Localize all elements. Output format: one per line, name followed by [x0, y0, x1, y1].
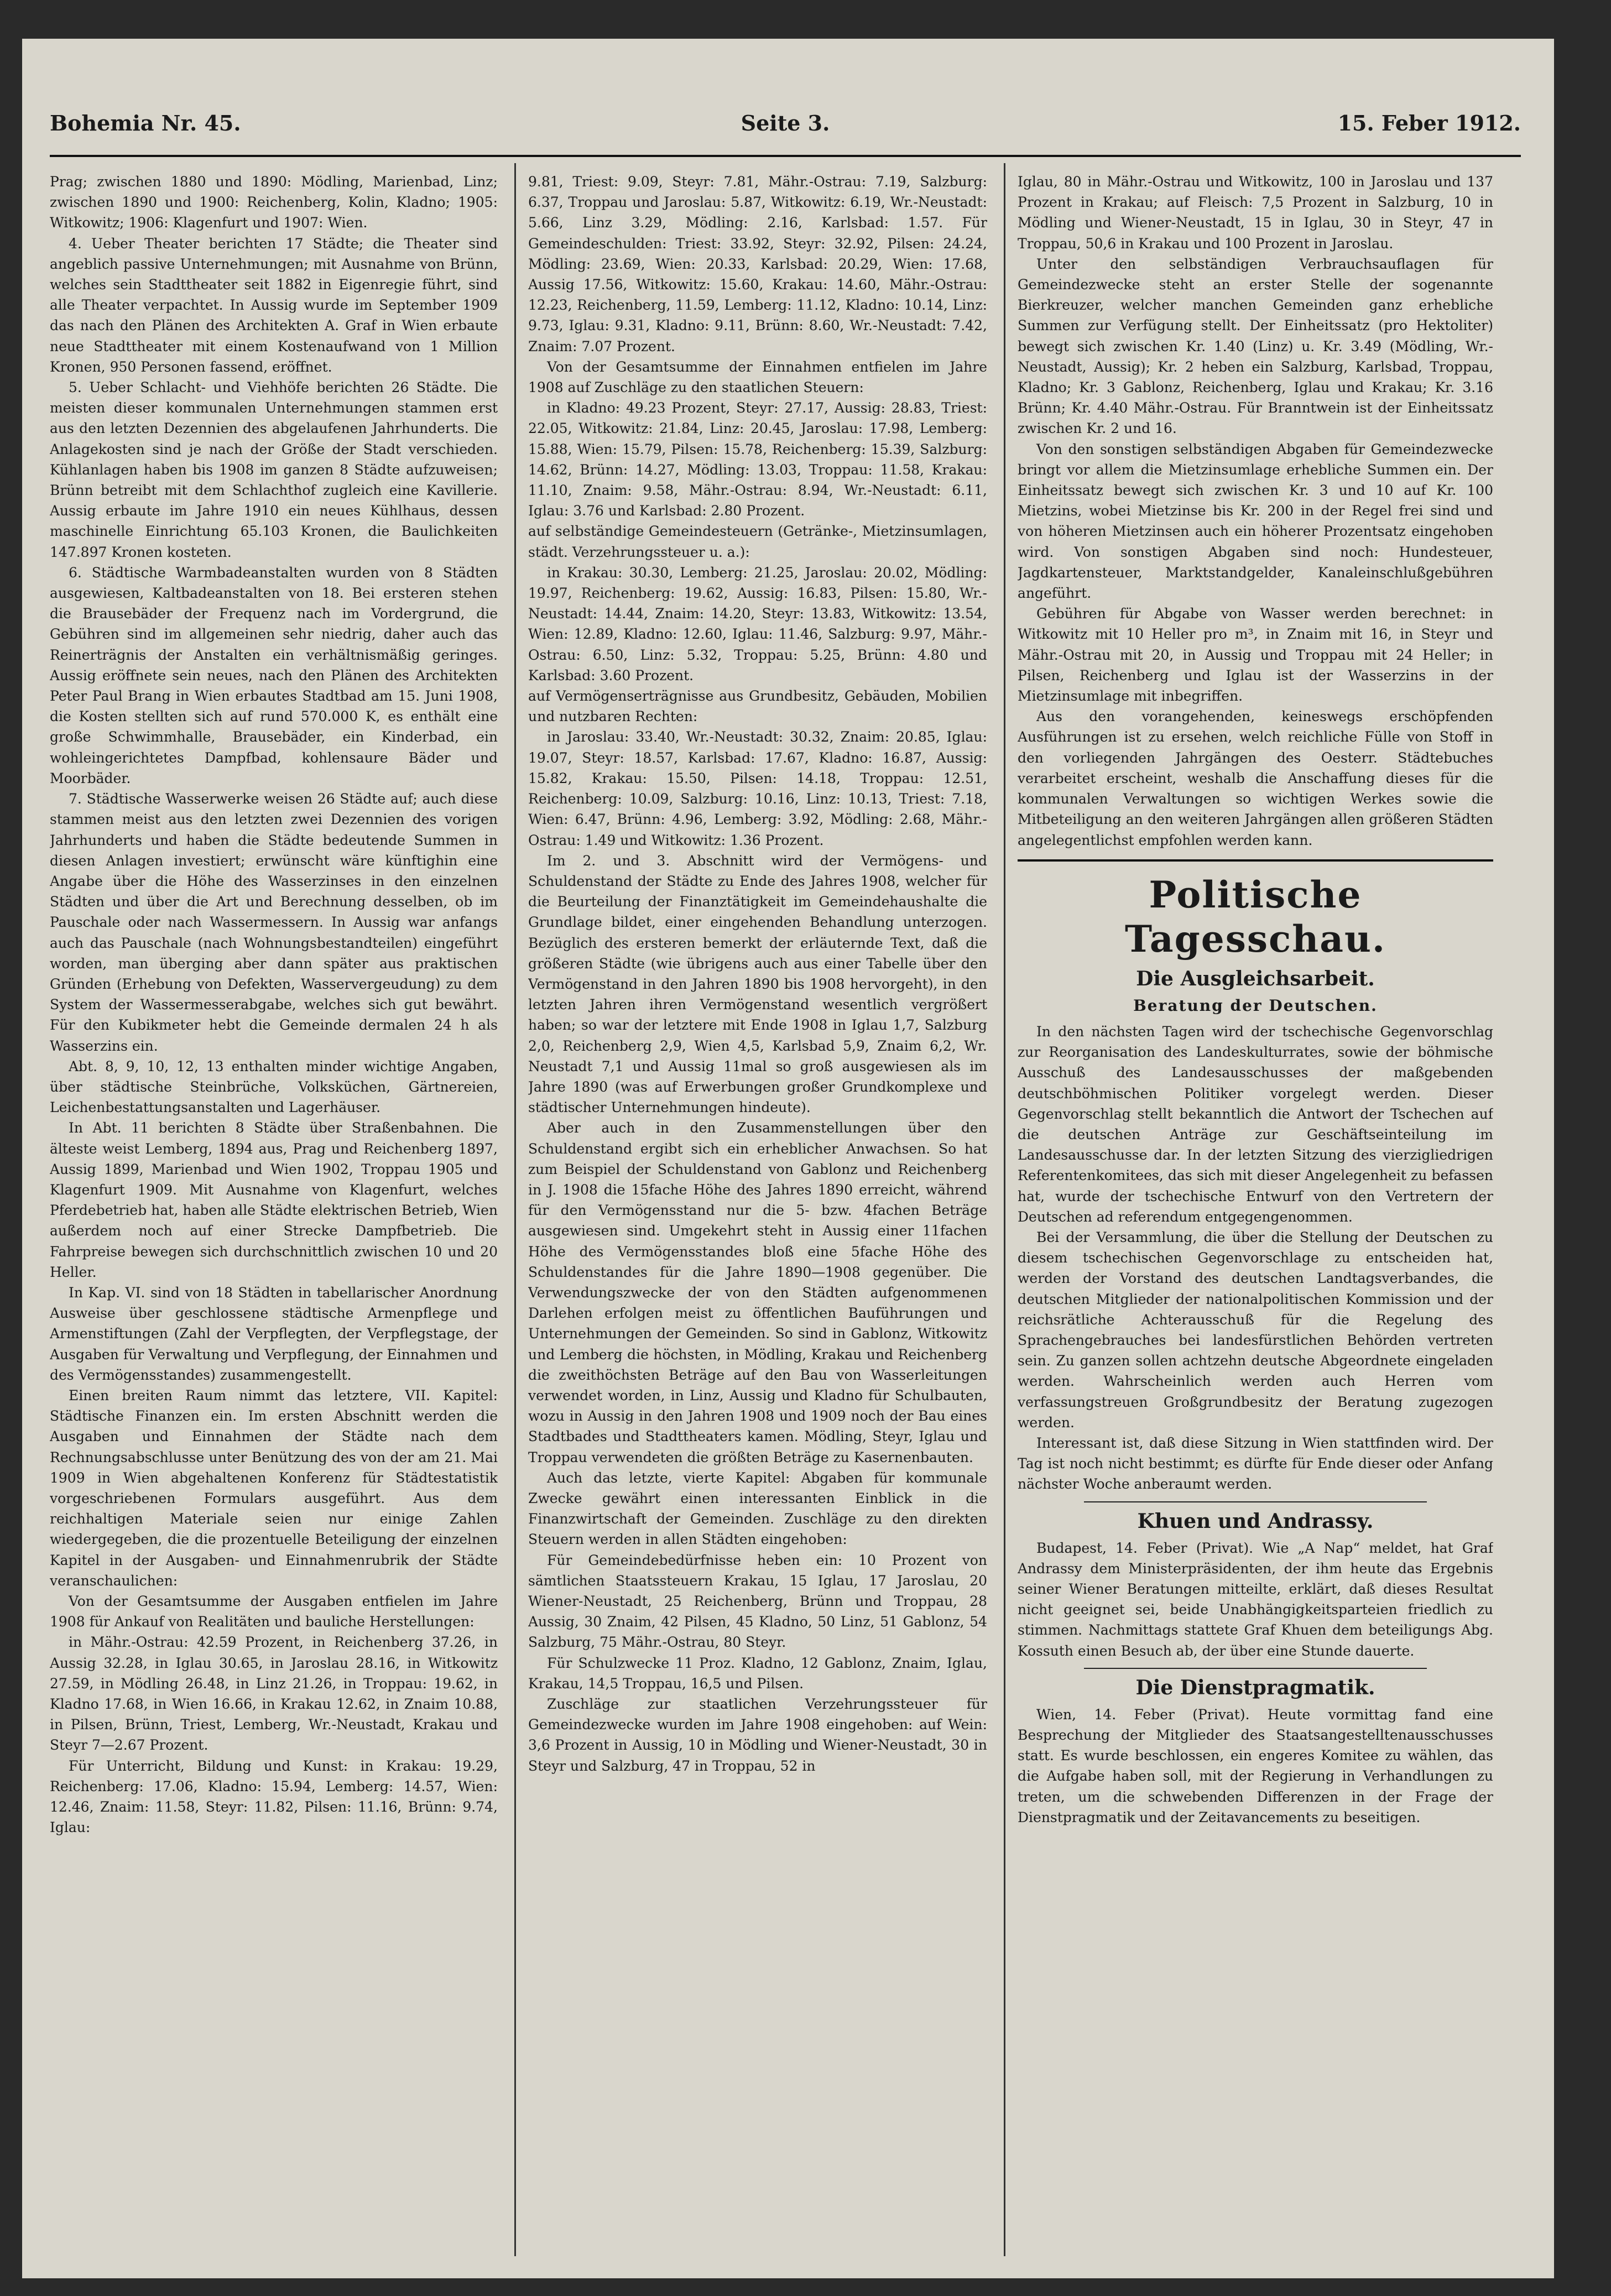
article-title: Die Dienstpragmatik. [1135, 1676, 1375, 1699]
paragraph: Interessant ist, daß diese Sitzung in Wien stattfinden wird. Der Tag ist noch nicht bestimmt; es dürfte für Ende dieser oder Anfang nächster Woche anberaumt werden. [1018, 1434, 1493, 1493]
paragraph: Bei der Versammlung, die über die Stellung der Deutschen zu diesem tschechischen Gegenvorschlage zu entscheiden hat, werden der Vorstand des deutschen Landtagsverbandes, die deutschen Mitglieder der nationalpolitischen Kommission und der reichsrätliche Achterausschuß für die Regelung des Sprachengebrauches bei landesfürstlichen Behörden vertreten sein. Zu ganzen sollen achtzehn deutsche Abgeordnete eingeladen werden. Wahrscheinlich werden auch Herren vom verfassungstreuen Großgrundbesitz der Beratung zugezogen werden. [1018, 1229, 1493, 1431]
article-title: Die Ausgleichsarbeit. [1136, 967, 1375, 990]
paragraph: Auch das letzte, vierte Kapitel: Abgaben für kommunale Zwecke gewährt einen interessanten Einblick in die Finanzwirtschaft der Gemeinden. Zuschläge zu den direkten Steuern werden in allen Städten eingehoben: [528, 1469, 987, 1548]
paragraph: 7. Städtische Wasserwerke weisen 26 Städte auf; auch diese stammen meist aus den letzten zwei Dezennien des vorigen Jahrhunderts und haben die Städte bedeutende Summen in diesen Anlagen investiert; erwünscht wäre künftighin eine Angabe über die Höhe des Wasserzinses in den einzelnen Städten und über die Art und Berechnung desselben, ob im Pauschale oder nach Wassermessern. In Aussig war anfangs auch das Pauschale (nach Wohnungsbestandteilen) eingeführt worden, man überging aber dann später aus praktischen Gründen (Erhebung von Defekten, Wasservergeudung) zu dem System der Wassermesserabgabe, welches sich gut bewährt. Für den Kubikmeter hebt die Gemeinde dermalen 24 h als Wasserzins ein. [50, 791, 498, 1054]
paragraph: Budapest, 14. Feber (Privat). Wie „A Nap“ meldet, hat Graf Andrassy dem Ministerpräsidenten, der ihm heute das Ergebnis seiner Wiener Beratungen mitteilte, erklärt, daß dieses Resultat nicht geeignet sei, beide Unabhängigkeitsparteien friedlich zu stimmen. Nachmittags stattete Graf Khuen dem beteiligungs Abg. Kossuth einen Besuch ab, der über eine Stunde dauerte. [1018, 1540, 1493, 1659]
paragraph: Von der Gesamtsumme der Ausgaben entfielen im Jahre 1908 für Ankauf von Realitäten und bauliche Herstellungen: [50, 1593, 498, 1630]
section-rule [1018, 859, 1493, 862]
column-divider [1004, 163, 1005, 2256]
paragraph: in Kladno: 49.23 Prozent, Steyr: 27.17, Aussig: 28.83, Triest: 22.05, Witkowitz: 21.84, Linz: 20.45, Jaroslau: 17.98, Lemberg: 15.88, Wien: 15.79, Pilsen: 15.78, Reichenberg: 15.39, Salzburg: 14.62, Brünn: 14.27, Mödling: 13.03, Troppau: 11.58, Krakau: 11.10, Znaim: 9.58, Mähr.-Ostrau: 8.94, Wr.-Neustadt: 6.11, Iglau: 3.76 und Karlsbad: 2.80 Prozent. [528, 400, 987, 519]
issue-number: Bohemia Nr. 45. [50, 111, 241, 135]
column-1 [50, 171, 498, 2256]
header-rule [50, 155, 1521, 157]
paragraph: Von den sonstigen selbständigen Abgaben für Gemeindezwecke bringt vor allem die Mietzinsumlage erhebliche Summen ein. Der Einheitssatz bewegt sich zwischen Kr. 3 und 10 auf Kr. 100 Mietzins, wobei Mietzinse bis Kr. 200 in der Regel frei sind und von höheren Mietzinsen auch ein höherer Prozentsatz eingehoben wird. Von sonstigen Abgaben sind noch: Hundesteuer, Jagdkartensteuer, Marktstandgelder, Kanaleinschlußgebühren angeführt. [1018, 441, 1493, 602]
section-title: Politische Tagesschau. [1125, 873, 1386, 961]
paragraph: Iglau, 80 in Mähr.-Ostrau und Witkowitz, 100 in Jaroslau und 137 Prozent in Krakau; auf Fleisch: 7,5 Prozent in Salzburg, 10 in Mödling und Wiener-Neustadt, 15 in Iglau, 30 in Steyr, 47 in Troppau, 50,6 in Krakau und 100 Prozent in Jaroslau. [1018, 174, 1493, 252]
paragraph: Für Schulzwecke 11 Proz. Kladno, 12 Gablonz, Znaim, Iglau, Krakau, 14,5 Troppau, 16,5 und Pilsen. [528, 1655, 987, 1692]
paragraph: In Abt. 11 berichten 8 Städte über Straßenbahnen. Die älteste weist Lemberg, 1894 aus, Prag und Reichenberg 1897, Aussig 1899, Marienbad und Wien 1902, Troppau 1905 und Klagenfurt 1909. Mit Ausnahme von Klagenfurt, welches Pferdebetrieb hat, haben alle Städte elektrischen Betrieb, Wien außerdem noch auf einer Strecke Dampfbetrieb. Die Fahrpreise bewegen sich durchschnittlich zwischen 10 und 20 Heller. [50, 1120, 498, 1280]
paragraph: Gebühren für Abgabe von Wasser werden berechnet: in Witkowitz mit 10 Heller pro m³, in Znaim mit 16, in Steyr und Mähr.-Ostrau mit 20, in Aussig und Troppau mit 24 Heller; in Pilsen, Reichenberg und Iglau ist der Wasserzins in der Mietzinsumlage mit inbegriffen. [1018, 606, 1493, 705]
paragraph: 9.81, Triest: 9.09, Steyr: 7.81, Mähr.-Ostrau: 7.19, Salzburg: 6.37, Troppau und Jaroslau: 5.87, Witkowitz: 6.19, Wr.-Neustadt: 5.66, Linz 3.29, Mödling: 2.16, Karlsbad: 1.57. Für Gemeindeschulden: Triest: 33.92, Steyr: 32.92, Pilsen: 24.24, Mödling: 23.69, Wien: 20.33, Karlsbad: 20.29, Wien: 17.68, Aussig 17.56, Witkowitz: 15.60, Krakau: 14.60, Mähr.-Ostrau: 12.23, Reichenberg, 11.59, Lemberg: 11.12, Kladno: 10.14, Linz: 9.73, Iglau: 9.31, Kladno: 9.11, Brünn: 8.60, Wr.-Neustadt: 7.42, Znaim: 7.07 Prozent. [528, 174, 987, 354]
paragraph: Von der Gesamtsumme der Einnahmen entfielen im Jahre 1908 auf Zuschläge zu den staatlichen Steuern: [528, 358, 987, 396]
paragraph: Prag; zwischen 1880 und 1890: Mödling, Marienbad, Linz; zwischen 1890 und 1900: Reichenberg, Kolin, Kladno; 1905: Witkowitz; 1906: Klagenfurt und 1907: Wien. [50, 174, 498, 231]
paragraph: In Kap. VI. sind von 18 Städten in tabellarischer Anordnung Ausweise über geschlossene städtische Armenpflege und Armenstiftungen (Zahl der Verpflegten, der Verpflegstage, der Ausgaben für Verwaltung und Verpflegung, der Einnahmen und des Vermögensstandes) zusammengestellt. [50, 1284, 498, 1383]
article-rule [1084, 1501, 1427, 1502]
column-3 [1018, 171, 1493, 2256]
paragraph: in Mähr.-Ostrau: 42.59 Prozent, in Reichenberg 37.26, in Aussig 32.28, in Iglau 30.65, in Jaroslau 28.16, in Witkowitz 27.59, in Mödling 26.48, in Linz 21.26, in Troppau: 19.62, in Kladno 17.68, in Wien 16.66, in Krakau 12.62, in Znaim 10.88, in Pilsen, Brünn, Triest, Lemberg, Wr.-Neustadt, Krakau und Steyr 7—2.67 Prozent. [50, 1634, 498, 1754]
paragraph: 5. Ueber Schlacht- und Viehhöfe berichten 26 Städte. Die meisten dieser kommunalen Unternehmungen stammen erst aus den letzten Dezennien des abgelaufenen Jahrhunderts. Die Anlagekosten sind je nach der Größe der Stadt verschieden. Kühlanlagen haben bis 1908 im ganzen 8 Städte aufzuweisen; Brünn betreibt mit dem Schlachthof zugleich eine Kavillerie. Aussig erbaute im Jahre 1910 ein neues Kühlhaus, dessen maschinelle Einrichtung 65.103 Kronen, die Baulichkeiten 147.897 Kronen kosteten. [50, 379, 498, 560]
paragraph: in Jaroslau: 33.40, Wr.-Neustadt: 30.32, Znaim: 20.85, Iglau: 19.07, Steyr: 18.57, Karlsbad: 17.67, Kladno: 16.87, Aussig: 15.82, Krakau: 15.50, Pilsen: 14.18, Troppau: 12.51, Reichenberg: 10.09, Salzburg: 10.16, Linz: 10.13, Triest: 7.18, Wien: 6.47, Brünn: 4.96, Lemberg: 3.92, Mödling: 2.68, Mähr.-Ostrau: 1.49 und Witkowitz: 1.36 Prozent. [528, 729, 987, 848]
paragraph: 4. Ueber Theater berichten 17 Städte; die Theater sind angeblich passive Unternehmungen; mit Ausnahme von Brünn, welches sein Stadttheater seit 1882 in Eigenregie führt, sind alle Theater verpachtet. In Aussig wurde im September 1909 das nach den Plänen des Architekten A. Graf in Wien erbaute neue Stadttheater mit einem Kostenaufwand von 1 Million Kronen, 950 Personen fassend, eröffnet. [50, 235, 498, 375]
paragraph: 6. Städtische Warmbadeanstalten wurden von 8 Städten ausgewiesen, Kaltbadeanstalten von 18. Bei ersteren stehen die Brausebäder der Frequenz nach im Vordergrund, die Gebühren sind im allgemeinen sehr niedrig, daher auch das Reinerträgnis der Anstalten ein verhältnismäßig geringes. Aussig eröffnete sein neues, nach den Plänen des Architekten Peter Paul Brang in Wien erbautes Stadtbad am 15. Juni 1908, die Kosten stellten sich auf rund 570.000 K, es enthält eine große Schwimmhalle, Brausebäder, ein Kinderbad, ein wohleingerichtetes Dampfbad, kohlensaure Bäder und Moorbäder. [50, 564, 498, 786]
article-rule [1084, 1668, 1427, 1669]
article-subtitle: Beratung der Deutschen. [1133, 996, 1378, 1015]
paragraph: Aber auch in den Zusammenstellungen über den Schuldenstand ergibt sich ein erheblicher Anwachsen. So hat zum Beispiel der Schuldenstand von Gablonz und Reichenberg in J. 1908 die 15fache Höhe des Jahres 1890 erreicht, während für den Vermögensstand nur die 5- bzw. 4fachen Beträge ausgewiesen sind. Umgekehrt steht in Aussig einer 11fachen Höhe des Vermögensstandes bloß eine 5fache Höhe des Schuldenstandes für die Jahre 1890—1908 gegenüber. Die Verwendungszwecke der von den Städten aufgenommenen Darlehen erfolgen meist zu öffentlichen Bauführungen und Unternehmungen der Gemeinden. So sind in Gablonz, Witkowitz und Lemberg die höchsten, in Mödling, Krakau und Reichenberg die zweithöchsten Beträge auf den Bau von Wasserleitungen verwendet worden, in Linz, Aussig und Kladno für Schulbauten, wozu in Aussig in den Jahren 1908 und 1909 noch der Bau eines Stadtbades und Stadttheaters kamen. Mödling, Steyr, Iglau und Troppau verwendeten die größten Beträge zu Kasernenbauten. [528, 1120, 987, 1465]
paragraph: Einen breiten Raum nimmt das letztere, VII. Kapitel: Städtische Finanzen ein. Im ersten Abschnitt werden die Ausgaben und Einnahmen der Städte nach dem Rechnungsabschlusse unter Benützung des von der am 21. Mai 1909 in Wien abgehaltenen Konferenz für Städtestatistik vorgeschriebenen Formulars ausgeführt. Aus dem reichhaltigen Materiale seien nur einige Zahlen wiedergegeben, die die prozentuelle Beteiligung der einzelnen Kapitel in der Ausgaben- und Einnahmenrubrik der Städte veranschaulichen: [50, 1387, 498, 1589]
paragraph: Für Gemeindebedürfnisse heben ein: 10 Prozent von sämtlichen Staatssteuern Krakau, 15 Iglau, 17 Jaroslau, 20 Wiener-Neustadt, 25 Reichenberg, Brünn und Troppau, 28 Aussig, 30 Znaim, 42 Pilsen, 45 Kladno, 50 Linz, 51 Gablonz, 54 Salzburg, 75 Mähr.-Ostrau, 80 Steyr. [528, 1552, 987, 1651]
article-title: Khuen und Andrassy. [1137, 1509, 1374, 1533]
column-divider [514, 163, 516, 2256]
page-number: Seite 3. [741, 111, 830, 135]
paragraph: Wien, 14. Feber (Privat). Heute vormittag fand eine Besprechung der Mitglieder des Staatsangestelltenausschusses statt. Es wurde beschlossen, ein engeres Komitee zu wählen, das die Aufgabe haben soll, mit der Regierung in Verhandlungen zu treten, um die schwebenden Differenzen in der Frage der Dienstpragmatik und der Zeitavancements zu beseitigen. [1018, 1706, 1493, 1825]
paragraph: Für Unterricht, Bildung und Kunst: in Krakau: 19.29, Reichenberg: 17.06, Kladno: 15.94, Lemberg: 14.57, Wien: 12.46, Znaim: 11.58, Steyr: 11.82, Pilsen: 11.16, Brünn: 9.74, Iglau: [50, 1757, 498, 1836]
paragraph: Zuschläge zur staatlichen Verzehrungssteuer für Gemeindezwecke wurden im Jahre 1908 eingehoben: auf Wein: 3,6 Prozent in Aussig, 10 in Mödling und Wiener-Neustadt, 30 in Steyr und Salzburg, 47 in Troppau, 52 in [528, 1696, 987, 1774]
paragraph: Aus den vorangehenden, keineswegs erschöpfenden Ausführungen ist zu ersehen, welch reichliche Fülle von Stoff in den vorliegenden Jahrgängen des Oesterr. Städtebuches verarbeitet erscheint, weshalb die Anschaffung dieses für die kommunalen Verwaltungen so wichtigen Werkes sowie die Mitbeteiligung an den weiteren Jahrgängen allen größeren Städten angelegentlichst empfohlen werden kann. [1018, 708, 1493, 848]
paragraph: auf selbständige Gemeindesteuern (Getränke-, Mietzinsumlagen, städt. Verzehrungssteuer u. a.): [528, 523, 987, 560]
paragraph: auf Vermögenserträgnisse aus Grundbesitz, Gebäuden, Mobilien und nutzbaren Rechten: [528, 688, 987, 725]
paragraph: Unter den selbständigen Verbrauchsauflagen für Gemeindezwecke steht an erster Stelle der sogenannte Bierkreuzer, welcher manchen Gemeinden ganz erhebliche Summen zur Verfügung stellt. Der Einheitssatz (pro Hektoliter) bewegt sich zwischen Kr. 1.40 (Linz) u. Kr. 3.49 (Mödling, Wr.-Neustadt, Aussig); Kr. 2 heben ein Salzburg, Karlsbad, Troppau, Kladno; Kr. 3 Gablonz, Reichenberg, Iglau und Krakau; Kr. 3.16 Brünn; Kr. 4.40 Mähr.-Ostrau. Für Branntwein ist der Einheitssatz zwischen Kr. 2 und 16. [1018, 255, 1493, 437]
paragraph: in Krakau: 30.30, Lemberg: 21.25, Jaroslau: 20.02, Mödling: 19.97, Reichenberg: 19.62, Aussig: 16.83, Pilsen: 15.80, Wr.-Neustadt: 14.44, Znaim: 14.20, Steyr: 13.83, Witkowitz: 13.54, Wien: 12.89, Kladno: 12.60, Iglau: 11.46, Salzburg: 9.97, Mähr.-Ostrau: 6.50, Linz: 5.32, Troppau: 5.25, Brünn: 4.80 und Karlsbad: 3.60 Prozent. [528, 564, 987, 683]
paragraph: In den nächsten Tagen wird der tschechische Gegenvorschlag zur Reorganisation des Landeskulturrates, sowie der böhmische Ausschuß des Landesausschusses der maßgebenden deutschböhmischen Politiker vorgelegt werden. Dieser Gegenvorschlag stellt bekanntlich die Antwort der Tschechen auf die deutschen Anträge zur Geschäftseinteilung im Landesausschusse dar. In der letzten Sitzung des vierzigliedrigen Referentenkomitees, das sich mit dieser Angelegenheit zu befassen hat, wurde der tschechische Entwurf von den Vertretern der Deutschen ad referendum entgegengenommen. [1018, 1023, 1493, 1225]
newspaper-page [22, 39, 1554, 2278]
paragraph: Im 2. und 3. Abschnitt wird der Vermögens- und Schuldenstand der Städte zu Ende des Jahres 1908, welcher für die Beurteilung der Finanztätigkeit im Gemeindehaushalte die Grundlage bildet, einer eingehenden Behandlung unterzogen. Bezüglich des ersteren bemerkt der erläuternde Text, daß die größeren Städte (wie übrigens auch aus einer Tabelle über den Vermögenstand in den Jahren 1890 bis 1908 hervorgeht), in den letzten Jahren ihren Vermögenstand wesentlich vergrößert haben; so war der letztere mit Ende 1908 in Iglau 1,7, Salzburg 2,0, Reichenberg 2,9, Wien 4,5, Karlsbad 5,9, Znaim 6,2, Wr. Neustadt 7,1 und Aussig 11mal so groß ausgewiesen als im Jahre 1890 (was auf Erwerbungen großer Grundkomplexe und städtischer Unternehmungen hindeute). [528, 852, 987, 1116]
issue-date: 15. Feber 1912. [1337, 111, 1521, 135]
page-header [50, 111, 1521, 149]
column-2 [528, 171, 987, 2256]
paragraph: Abt. 8, 9, 10, 12, 13 enthalten minder wichtige Angaben, über städtische Steinbrüche, Volksküchen, Gärtnereien, Leichenbestattungsanstalten und Lagerhäuser. [50, 1058, 498, 1116]
